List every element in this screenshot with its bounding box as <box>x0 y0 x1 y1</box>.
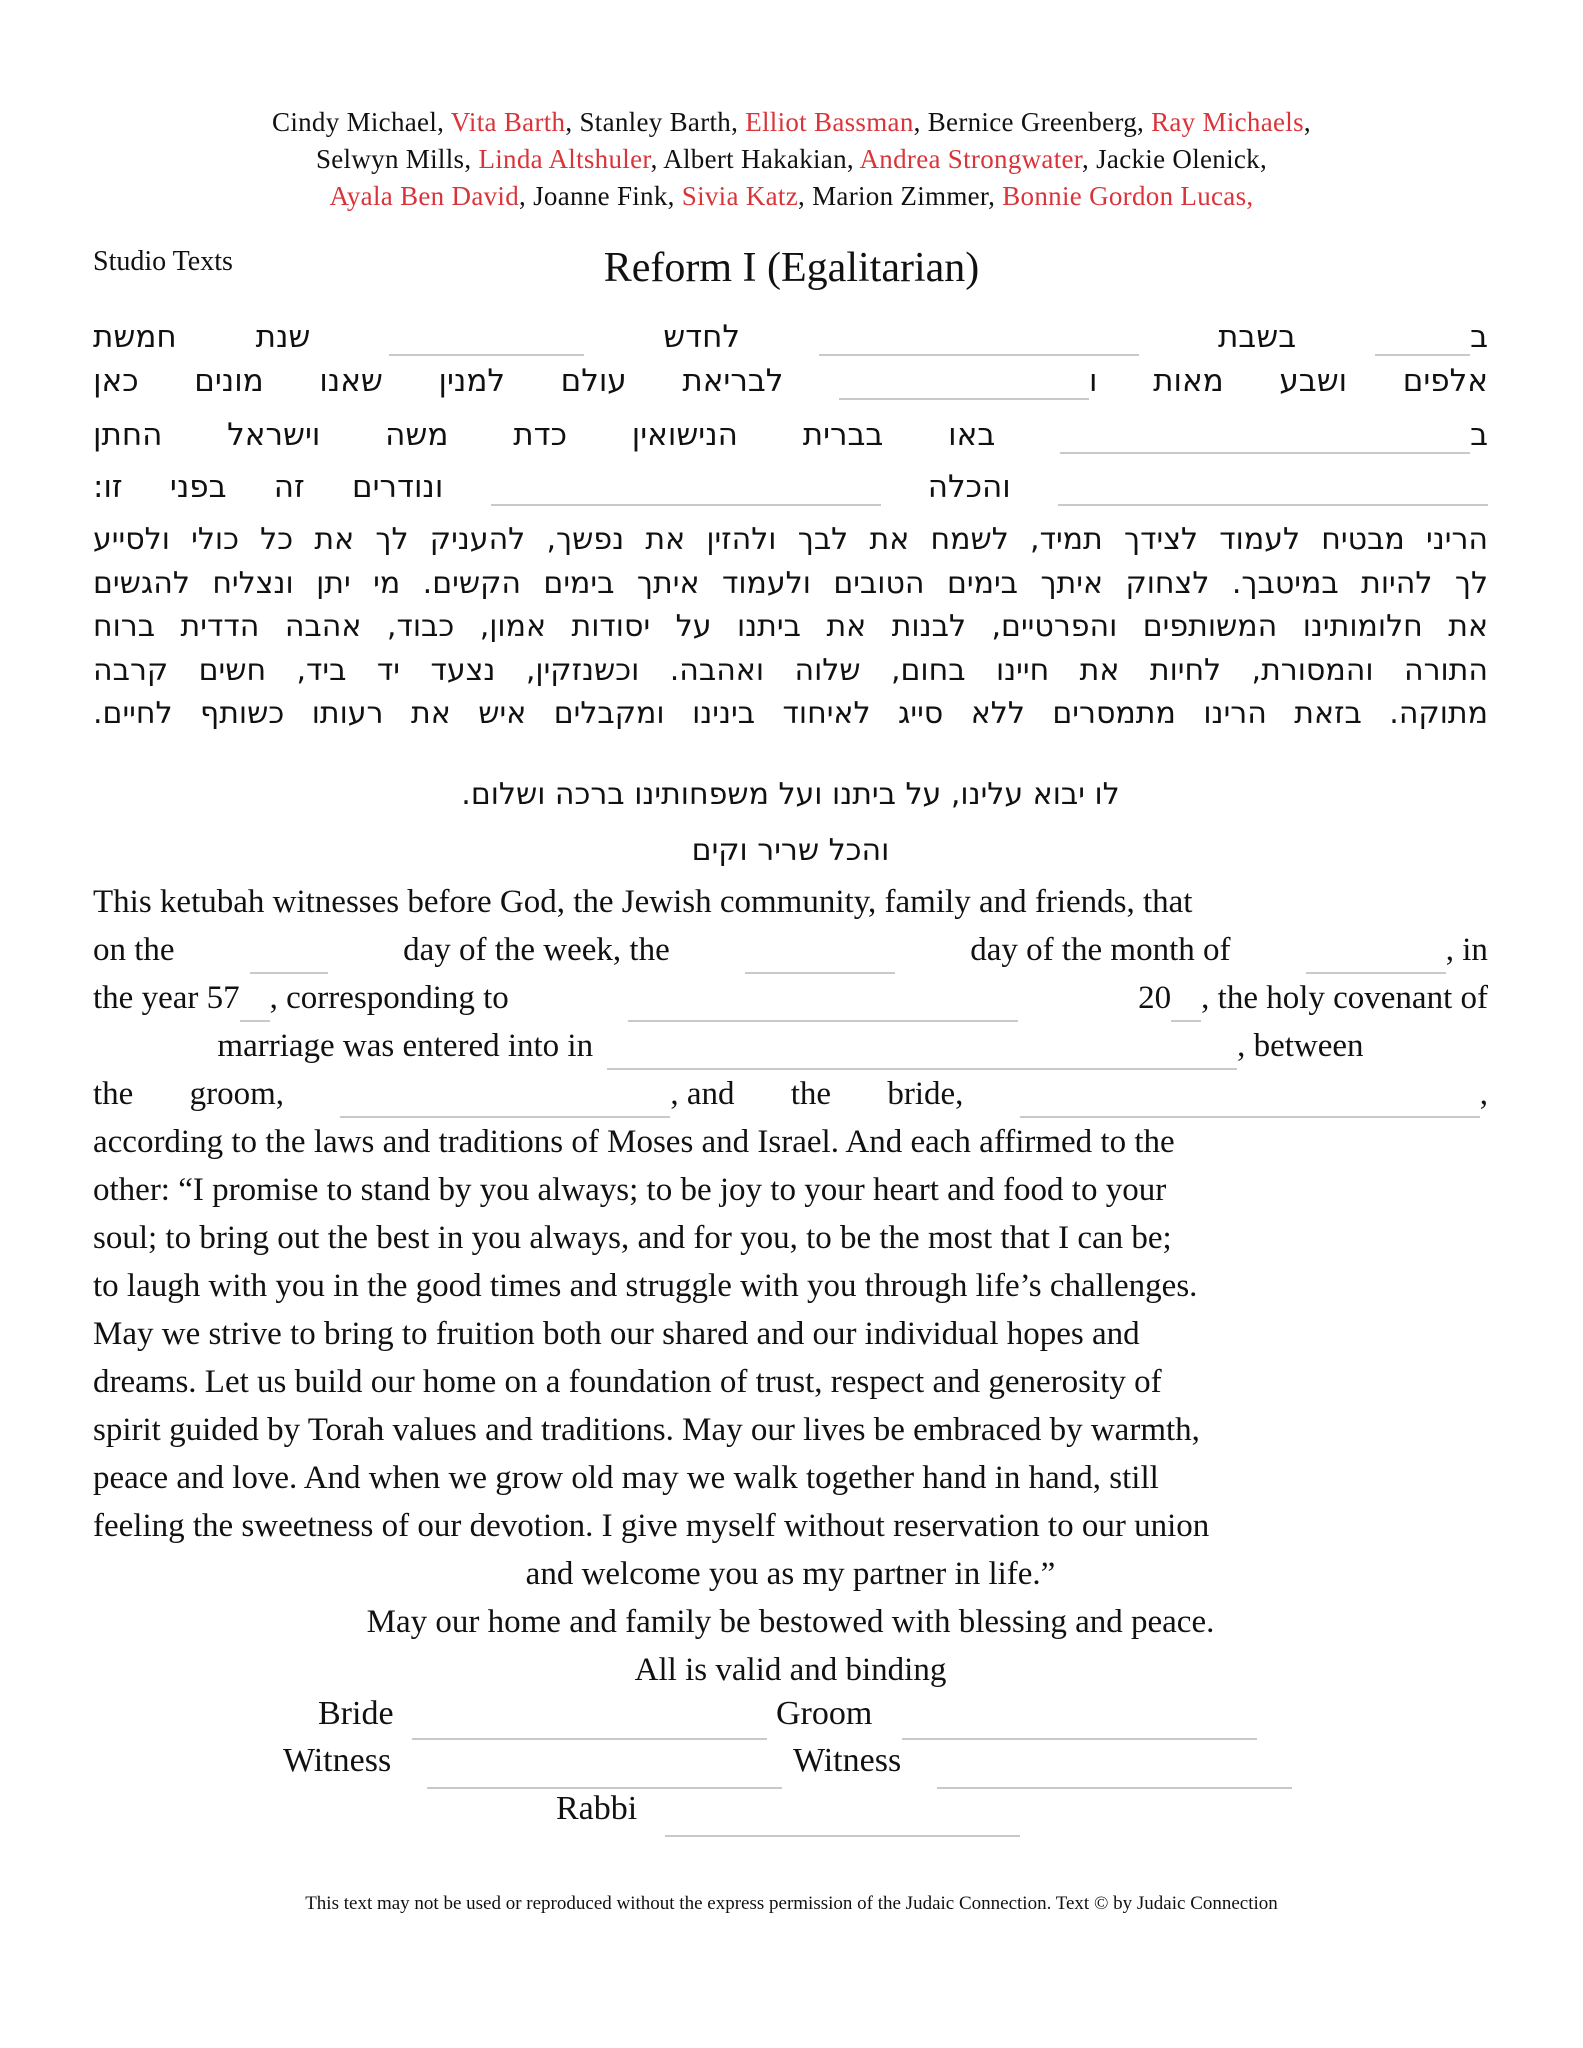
blank-day-of-month-english-field[interactable] <box>745 942 895 974</box>
hebrew-closing: והכל שריר וקים <box>691 833 890 868</box>
english-line-4 <box>93 1022 1488 1070</box>
english-text-fragment: 20 <box>1138 980 1172 1016</box>
rabbi-signature-label: Rabbi <box>556 1790 638 1827</box>
english-text-fragment: , in <box>1445 932 1488 968</box>
hebrew-word: למנין <box>438 363 505 399</box>
english-line-3 <box>93 974 1488 1022</box>
english-text-line: All is valid and binding <box>634 1652 947 1688</box>
english-text-line: feeling the sweetness of our devotion. I give myself without reservation to our union <box>93 1508 1210 1544</box>
hebrew-word: משה <box>385 417 449 453</box>
english-blessing <box>93 1598 1488 1646</box>
english-vows-last-line <box>93 1550 1488 1598</box>
copyright-footer: This text may not be used or reproduced without the express permission of the Judaic Connection. Text © by Judaic Connection <box>305 1893 1278 1914</box>
english-line-1 <box>93 878 1488 926</box>
groom-signature-line[interactable] <box>902 1736 1257 1740</box>
blank-bride-name-field[interactable] <box>491 474 881 506</box>
hebrew-word: לבריאת <box>682 363 784 399</box>
blank-day-of-week-field[interactable] <box>250 942 328 974</box>
names-line-2 <box>0 141 1583 178</box>
witness-2-signature-label: Witness <box>793 1742 902 1779</box>
contributor-name-highlighted: Andrea Strongwater <box>859 144 1082 174</box>
english-vows-line <box>93 1406 1488 1454</box>
english-vows-line <box>93 1118 1488 1166</box>
english-text-fragment: day of the month of <box>970 932 1231 968</box>
english-text-fragment: , between <box>1237 1028 1364 1064</box>
hebrew-vows-line: לך להיות במיטבך. לצחוק איתך בימים הטובים ולעמוד איתך בימים הקשים. מי יתן ונצליח להגשים <box>93 565 1488 601</box>
groom-signature-label: Groom <box>776 1695 873 1732</box>
hebrew-word: כדת <box>513 417 567 453</box>
studio-label: Studio Texts <box>93 246 233 277</box>
english-text-fragment: , and <box>670 1076 735 1112</box>
contributor-name-highlighted: Ayala Ben David <box>329 181 520 211</box>
hebrew-vows-line: את חלומותינו המשותפים והפרטיים, לבנות את ביתנו על יסודות אמון, כבוד, אהבה הדדית ברוח <box>93 609 1488 644</box>
bride-signature-line[interactable] <box>412 1736 767 1740</box>
witness-2-signature-line[interactable] <box>937 1785 1292 1789</box>
blank-civil-date-field[interactable] <box>628 990 1018 1022</box>
blank-month-english-field[interactable] <box>1306 942 1446 974</box>
hebrew-word: שנת <box>255 319 311 355</box>
english-text <box>93 878 1488 1694</box>
english-text-line: May our home and family be bestowed with blessing and peace. <box>366 1604 1215 1640</box>
contributor-name: , <box>1303 107 1311 137</box>
blank-location-field[interactable] <box>607 1038 1237 1070</box>
hebrew-word: והכלה <box>927 469 1011 505</box>
blank-place-field[interactable] <box>1060 422 1470 454</box>
contributor-name-highlighted: Vita Barth <box>450 107 566 137</box>
english-vows-line <box>93 1166 1488 1214</box>
hebrew-word: החתן <box>93 417 163 453</box>
names-line-3 <box>0 178 1583 215</box>
hebrew-word: שאנו <box>319 363 383 399</box>
hebrew-word: ב <box>1470 319 1488 355</box>
contributor-name: , Stanley Barth, <box>565 107 746 137</box>
blank-year-field[interactable] <box>839 368 1089 400</box>
contributor-name: , Joanne Fink, <box>519 181 682 211</box>
hebrew-line-3 <box>93 416 1488 456</box>
english-text-line: This ketubah witnesses before God, the Jewish community, family and friends, that <box>93 884 1193 920</box>
english-text-line: May we strive to bring to fruition both our shared and our individual hopes and <box>93 1316 1140 1352</box>
contributor-name-highlighted: Ray Michaels <box>1151 107 1304 137</box>
hebrew-word: הנישואין <box>631 417 738 453</box>
english-text-fragment: groom, <box>189 1076 285 1112</box>
hebrew-word: מאות <box>1153 363 1224 399</box>
english-text-fragment: on the <box>93 932 175 968</box>
english-text-line: dreams. Let us build our home on a foundation of trust, respect and generosity of <box>93 1364 1162 1400</box>
blank-hebrew-year-field[interactable] <box>240 990 270 1022</box>
blank-groom-name-english-field[interactable] <box>340 1086 670 1118</box>
contributor-name: , Marion Zimmer, <box>798 181 1003 211</box>
english-text-line: peace and love. And when we grow old may we walk together hand in hand, still <box>93 1460 1159 1496</box>
hebrew-word: אלפים <box>1402 363 1488 399</box>
english-text-line: spirit guided by Torah values and traditions. May our lives be embraced by warmth, <box>93 1412 1200 1448</box>
english-text-line: other: “I promise to stand by you always; to be joy to your heart and food to your <box>93 1172 1167 1208</box>
blank-groom-name-field[interactable] <box>1058 474 1488 506</box>
english-text-fragment: , <box>1479 1076 1488 1112</box>
contributor-name: , Bernice Greenberg, <box>913 107 1152 137</box>
english-text-fragment: marriage was entered into in <box>217 1028 594 1064</box>
hebrew-word: ב <box>1470 417 1488 453</box>
hebrew-word: וישראל <box>227 417 321 453</box>
english-text-fragment: bride, <box>887 1076 964 1112</box>
hebrew-word: חמשת <box>93 319 177 355</box>
hebrew-vows-line: הריני מבטיח לעמוד לצידך תמיד, לשמח את לבך ולהזין את נפשך, להעניק לך את כל כולי ולסייע <box>93 522 1488 557</box>
contributor-name-highlighted: Linda Altshuler <box>478 144 651 174</box>
hebrew-word: באו <box>948 417 996 453</box>
contributor-name: Selwyn Mills, <box>315 144 479 174</box>
english-text-line: according to the laws and traditions of Moses and Israel. And each affirmed to the <box>93 1124 1175 1160</box>
hebrew-word: זה <box>273 469 305 505</box>
contributor-name: Cindy Michael, <box>272 107 451 137</box>
hebrew-word: לחדש <box>663 319 741 355</box>
english-text-fragment: the <box>93 1076 134 1112</box>
blank-civil-year-field[interactable] <box>1171 990 1201 1022</box>
hebrew-word: ו <box>1089 363 1098 399</box>
english-text-fragment: , corresponding to <box>269 980 509 1016</box>
hebrew-vows-line: מתוקה. בזאת הרינו מתמסרים ללא סייג לאיחוד בינינו ומקבלים איש את רעותו כשותף לחיים. <box>93 696 1488 731</box>
english-vows-line <box>93 1262 1488 1310</box>
english-text-line: and welcome you as my partner in life.” <box>525 1556 1056 1592</box>
contributor-name-highlighted: Elliot Bassman <box>745 107 914 137</box>
hebrew-line-4 <box>93 468 1488 508</box>
hebrew-word: כאן <box>93 363 139 399</box>
hebrew-word: בברית <box>802 417 884 453</box>
english-vows-line <box>93 1454 1488 1502</box>
english-text-fragment: the <box>790 1076 832 1112</box>
witness-1-signature-line[interactable] <box>427 1785 782 1789</box>
hebrew-word: בשבת <box>1217 319 1297 355</box>
contributor-name-highlighted: Sivia Katz <box>681 181 798 211</box>
english-text-fragment: day of the week, the <box>403 932 670 968</box>
hebrew-line-1 <box>93 318 1488 358</box>
contributor-name: , Albert Hakakian, <box>650 144 860 174</box>
blank-day-of-month-field[interactable] <box>819 324 1139 356</box>
english-closing <box>93 1646 1488 1694</box>
witness-1-signature-label: Witness <box>283 1742 392 1779</box>
english-line-5 <box>93 1070 1488 1118</box>
english-vows-line <box>93 1502 1488 1550</box>
english-line-2 <box>93 926 1488 974</box>
english-text-line: to laugh with you in the good times and struggle with you through life’s challenges. <box>93 1268 1198 1304</box>
blank-bride-name-english-field[interactable] <box>1020 1086 1480 1118</box>
english-text-fragment: , the holy covenant of <box>1201 980 1488 1016</box>
hebrew-vows-line: התורה והמסורת, לחיות את חיינו בחום, שלוה ואהבה. וכשנזקין, נצעד יד ביד, חשים קרבה <box>93 652 1488 688</box>
bride-signature-label: Bride <box>318 1695 394 1732</box>
hebrew-word: מונים <box>194 363 264 399</box>
contributor-name: , Jackie Olenick, <box>1082 144 1268 174</box>
blank-month-field[interactable] <box>389 324 584 356</box>
english-vows-line <box>93 1310 1488 1358</box>
hebrew-word: עולם <box>560 363 627 399</box>
rabbi-signature-line[interactable] <box>665 1833 1020 1837</box>
contributors-names <box>0 104 1583 215</box>
contributor-name-highlighted: Bonnie Gordon Lucas, <box>1002 181 1254 211</box>
names-line-1 <box>0 104 1583 141</box>
english-text-fragment: the year 57 <box>93 980 240 1016</box>
document-title: Reform I (Egalitarian) <box>603 245 980 291</box>
hebrew-word: ונודרים <box>352 469 444 505</box>
hebrew-word: ושבע <box>1279 363 1348 399</box>
hebrew-line-2 <box>93 362 1488 402</box>
hebrew-blessing: לו יבוא עלינו, על ביתנו ועל משפחותינו ברכה ושלום. <box>461 777 1120 812</box>
hebrew-word: זו: <box>93 469 123 505</box>
english-vows-line <box>93 1214 1488 1262</box>
english-vows-line <box>93 1358 1488 1406</box>
english-text-line: soul; to bring out the best in you always, and for you, to be the most that I can be; <box>93 1220 1172 1256</box>
blank-day-field[interactable] <box>1375 324 1470 356</box>
hebrew-word: בפני <box>169 469 227 505</box>
hebrew-vows-paragraph <box>93 518 1488 736</box>
